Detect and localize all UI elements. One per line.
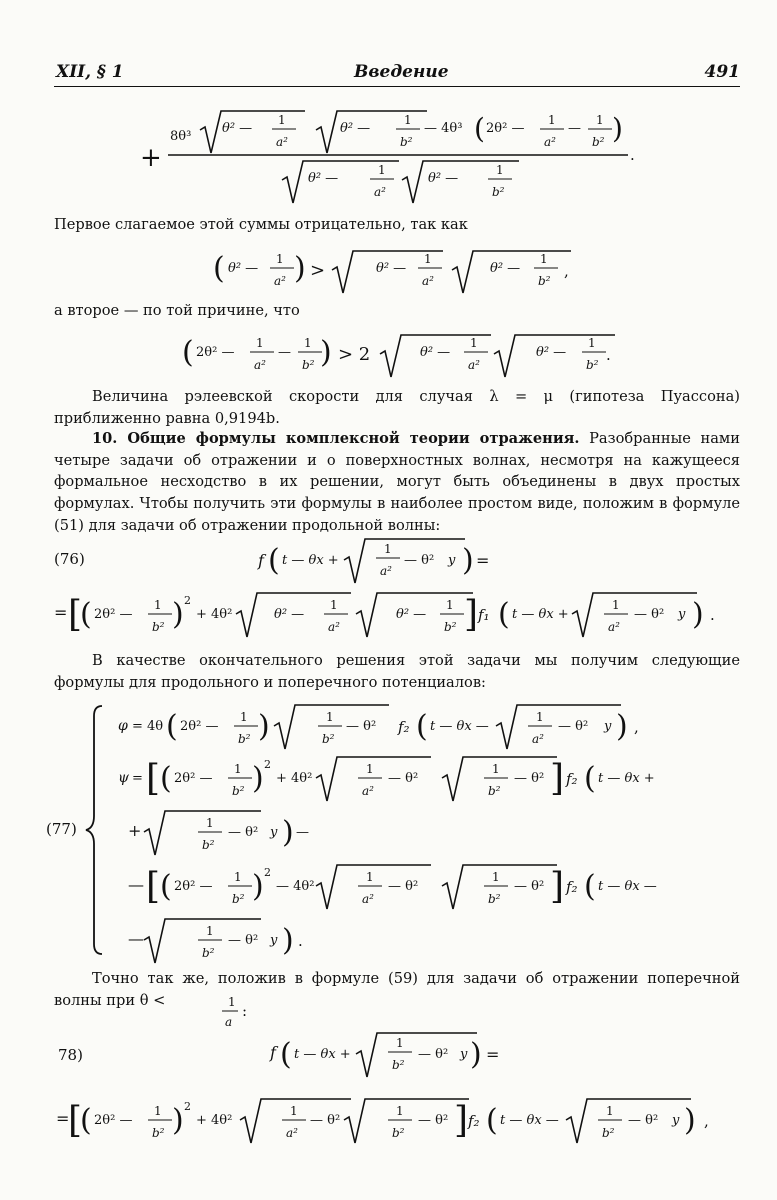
svg-text:2θ² —: 2θ² — — [174, 771, 213, 786]
svg-text:1: 1 — [470, 336, 478, 350]
svg-text:]: ] — [464, 594, 479, 635]
svg-text:,: , — [564, 262, 569, 280]
svg-text:.: . — [606, 346, 611, 364]
svg-text:.: . — [710, 606, 715, 624]
svg-text:θ² —: θ² — — [308, 171, 339, 186]
svg-text:a²: a² — [328, 620, 340, 634]
svg-text:(: ( — [80, 1103, 92, 1138]
svg-text:b²: b² — [302, 358, 315, 372]
svg-text:]: ] — [550, 758, 565, 799]
svg-text:): ) — [172, 1103, 184, 1138]
section-body: Разобранные нами четыре задачи об отражении и о поверхностных волнах, несмотря на кажущееся формальное несходство в их решении, могут быть объединены в двух простых формулах. Чтобы получить эти формулы в наиболее простом виде, положим в формуле (51) для задачи об отражении продольной волны: — [54, 430, 740, 534]
svg-text:b²: b² — [492, 185, 505, 199]
svg-text:y: y — [672, 1113, 680, 1128]
svg-text:b²: b² — [232, 892, 245, 906]
svg-text:f₂: f₂ — [566, 770, 578, 788]
svg-text:.: . — [630, 146, 635, 164]
formula-sum-continuation — [140, 111, 635, 203]
svg-text:a²: a² — [286, 1126, 298, 1140]
svg-text:> 2: > 2 — [338, 344, 371, 365]
svg-text:1: 1 — [154, 598, 162, 612]
equation-number-76: (76) — [54, 550, 85, 568]
svg-text:=: = — [476, 551, 490, 570]
svg-text:1: 1 — [384, 542, 392, 556]
svg-text:1: 1 — [596, 113, 604, 127]
svg-text:(: ( — [166, 709, 178, 744]
svg-text:θ² —: θ² — — [340, 121, 371, 136]
formula-inequality-2 — [182, 335, 615, 377]
svg-text:t — θx —: t — θx — — [430, 719, 489, 734]
svg-text:b²: b² — [152, 1126, 165, 1140]
formula-78 — [56, 1033, 709, 1143]
svg-text:θ² —: θ² — — [274, 607, 305, 622]
svg-text:): ) — [462, 543, 474, 578]
svg-text:— θ²: — θ² — [634, 607, 665, 622]
svg-text:+: + — [128, 821, 142, 840]
svg-text:1: 1 — [540, 252, 548, 266]
svg-text:b²: b² — [592, 135, 605, 149]
svg-text:b²: b² — [488, 892, 501, 906]
svg-text:θ² —: θ² — — [396, 607, 427, 622]
svg-text:f₂: f₂ — [566, 878, 578, 896]
svg-text:a²: a² — [276, 135, 288, 149]
svg-text:): ) — [684, 1103, 696, 1138]
svg-text:1: 1 — [154, 1104, 162, 1118]
svg-text:(: ( — [268, 543, 280, 578]
svg-text:=: = — [56, 1109, 70, 1128]
svg-text:y: y — [460, 1047, 468, 1062]
svg-text:.: . — [298, 932, 303, 950]
svg-text:(: ( — [416, 709, 428, 744]
svg-text:— θ²: — θ² — [558, 719, 589, 734]
svg-text:— θ²: — θ² — [388, 879, 419, 894]
svg-text:1: 1 — [276, 252, 284, 266]
svg-text:=: = — [486, 1045, 500, 1064]
svg-text:y: y — [448, 553, 456, 568]
svg-text:2: 2 — [184, 594, 191, 607]
svg-text:b²: b² — [538, 274, 551, 288]
svg-text:— θ²: — θ² — [514, 879, 545, 894]
svg-text:b²: b² — [444, 620, 457, 634]
svg-text:θ² —: θ² — — [228, 261, 259, 276]
svg-text:1: 1 — [496, 163, 504, 177]
svg-text:): ) — [172, 597, 184, 632]
svg-text:=: = — [132, 771, 143, 786]
svg-text:2θ² —: 2θ² — — [94, 607, 133, 622]
svg-text:1: 1 — [330, 598, 338, 612]
svg-text:t — θx +: t — θx + — [512, 607, 569, 622]
svg-text:b²: b² — [238, 732, 251, 746]
svg-text:a²: a² — [468, 358, 480, 372]
svg-text:— θ²: — θ² — [310, 1113, 341, 1128]
svg-text:f₁: f₁ — [478, 606, 490, 624]
svg-text:a²: a² — [544, 135, 556, 149]
formula-inequality-1 — [213, 251, 571, 293]
svg-text:y: y — [678, 607, 686, 622]
svg-text:1: 1 — [326, 710, 334, 724]
svg-text:1: 1 — [588, 336, 596, 350]
svg-text:b²: b² — [488, 784, 501, 798]
svg-text:+ 4θ²: + 4θ² — [196, 607, 233, 622]
svg-text:a²: a² — [374, 185, 386, 199]
svg-text:b²: b² — [586, 358, 599, 372]
svg-text:—: — — [296, 825, 309, 840]
svg-text:a²: a² — [254, 358, 266, 372]
equation-number-77: (77) — [46, 820, 77, 838]
svg-text:—: — — [278, 345, 291, 360]
svg-text:— θ²: — θ² — [404, 553, 435, 568]
svg-text:1: 1 — [612, 598, 620, 612]
svg-text:b²: b² — [202, 838, 215, 852]
svg-text:b²: b² — [232, 784, 245, 798]
svg-text:— θ²: — θ² — [388, 771, 419, 786]
svg-text:1: 1 — [492, 762, 500, 776]
svg-text:θ² —: θ² — — [222, 121, 253, 136]
svg-text:— θ²: — θ² — [514, 771, 545, 786]
svg-text:θ² —: θ² — — [536, 345, 567, 360]
svg-text:+ 4θ²: + 4θ² — [196, 1113, 233, 1128]
svg-text:b²: b² — [202, 946, 215, 960]
svg-text:1: 1 — [492, 870, 500, 884]
svg-text:ψ: ψ — [118, 770, 129, 786]
svg-text:2θ² —: 2θ² — — [94, 1113, 133, 1128]
svg-text:b²: b² — [400, 135, 413, 149]
chapter-title: Введение — [354, 62, 449, 82]
svg-text:— θ²: — θ² — [418, 1113, 449, 1128]
svg-text:—: — — [128, 875, 144, 894]
svg-text:): ) — [320, 335, 332, 370]
svg-text:2θ² —: 2θ² — — [180, 719, 219, 734]
svg-text:1: 1 — [366, 870, 374, 884]
svg-text:2θ² —: 2θ² — — [196, 345, 235, 360]
svg-text:1: 1 — [234, 762, 242, 776]
svg-text:1: 1 — [256, 336, 264, 350]
svg-text:(: ( — [486, 1103, 498, 1138]
svg-text:2: 2 — [264, 866, 271, 879]
svg-text:[: [ — [146, 758, 161, 799]
svg-text:a²: a² — [608, 620, 620, 634]
svg-text:): ) — [470, 1037, 482, 1072]
svg-text:y: y — [270, 825, 278, 840]
paragraph-final-solution: В качестве окончательного решения этой задачи мы получим следующие формулы для продольного и поперечного потенциалов: — [54, 652, 740, 691]
svg-text:b²: b² — [602, 1126, 615, 1140]
svg-text:1: 1 — [278, 113, 286, 127]
svg-text:(: ( — [474, 112, 485, 145]
svg-text:1: 1 — [228, 995, 236, 1009]
equation-number-78: 78) — [58, 1046, 83, 1064]
svg-text:): ) — [294, 251, 306, 286]
paragraph-transverse-wave: Точно так же, положив в формуле (59) для задачи об отражении поперечной волны при θ < — [54, 970, 740, 1009]
svg-text:— θ²: — θ² — [228, 933, 259, 948]
svg-text:1: 1 — [446, 598, 454, 612]
svg-text:b²: b² — [392, 1058, 405, 1072]
svg-text:1: 1 — [606, 1104, 614, 1118]
svg-text:[: [ — [68, 1100, 83, 1141]
svg-text:1: 1 — [206, 924, 214, 938]
svg-text:1: 1 — [404, 113, 412, 127]
svg-text:a: a — [225, 1015, 233, 1029]
svg-text:[: [ — [68, 594, 83, 635]
svg-text:t — θx +: t — θx + — [282, 553, 339, 568]
svg-text:t — θx +: t — θx + — [598, 771, 655, 786]
svg-text:1: 1 — [396, 1104, 404, 1118]
svg-text:t — θx —: t — θx — — [500, 1113, 559, 1128]
svg-text:1: 1 — [304, 336, 312, 350]
svg-text:[: [ — [146, 866, 161, 907]
svg-text:2θ² —: 2θ² — — [174, 879, 213, 894]
svg-text:a²: a² — [362, 892, 374, 906]
svg-text:+ 4θ²: + 4θ² — [276, 771, 313, 786]
svg-text:f: f — [258, 551, 264, 570]
svg-text:t — θx +: t — θx + — [294, 1047, 351, 1062]
svg-text:): ) — [692, 597, 704, 632]
svg-text:t — θx —: t — θx — — [598, 879, 657, 894]
svg-text:θ² —: θ² — — [490, 261, 521, 276]
svg-text:f₂: f₂ — [398, 718, 410, 736]
svg-text:f: f — [270, 1043, 276, 1062]
svg-text:a²: a² — [274, 274, 286, 288]
svg-text:b²: b² — [392, 1126, 405, 1140]
paragraph-second-term: а второе — по той причине, что — [54, 302, 300, 319]
svg-text:(: ( — [80, 597, 92, 632]
svg-text:b²: b² — [152, 620, 165, 634]
svg-text:1: 1 — [378, 163, 386, 177]
svg-text:— θ²: — θ² — [628, 1113, 659, 1128]
svg-text:(: ( — [213, 251, 225, 286]
svg-text:a²: a² — [380, 564, 392, 578]
svg-text:θ² —: θ² — — [428, 171, 459, 186]
svg-text:θ² —: θ² — — [376, 261, 407, 276]
svg-text:(: ( — [498, 597, 510, 632]
svg-text:y: y — [604, 719, 612, 734]
svg-text:(: ( — [584, 761, 596, 796]
svg-text:2: 2 — [264, 758, 271, 771]
svg-text:= 4θ: = 4θ — [132, 719, 164, 734]
formula-76 — [54, 539, 715, 637]
svg-text:— θ²: — θ² — [228, 825, 259, 840]
svg-text:1: 1 — [548, 113, 556, 127]
svg-text:): ) — [252, 761, 264, 796]
svg-text:(: ( — [160, 869, 172, 904]
svg-text:(: ( — [160, 761, 172, 796]
svg-text:): ) — [252, 869, 264, 904]
svg-text:1: 1 — [234, 870, 242, 884]
svg-text:— 4θ³: — 4θ³ — [424, 121, 463, 136]
svg-text:1: 1 — [206, 816, 214, 830]
svg-text:8θ³: 8θ³ — [170, 129, 192, 144]
formula-77-system — [86, 705, 657, 963]
paragraph-section-10 — [54, 428, 740, 537]
svg-text:(: ( — [182, 335, 194, 370]
paragraph-first-term: Первое слагаемое этой суммы отрицательно, так как — [54, 216, 468, 233]
svg-text:]: ] — [550, 866, 565, 907]
svg-text:): ) — [282, 923, 294, 958]
svg-text:—: — — [128, 929, 144, 948]
svg-text:=: = — [54, 603, 68, 622]
svg-text:1: 1 — [536, 710, 544, 724]
svg-text:θ² —: θ² — — [420, 345, 451, 360]
svg-text:1: 1 — [290, 1104, 298, 1118]
svg-text:): ) — [282, 815, 294, 850]
section-label: XII, § 1 — [56, 62, 124, 82]
svg-text:(: ( — [280, 1037, 292, 1072]
svg-text:): ) — [616, 709, 628, 744]
page-number: 491 — [704, 62, 740, 82]
svg-text:a²: a² — [532, 732, 544, 746]
svg-text:): ) — [258, 709, 270, 744]
svg-text:—: — — [568, 121, 581, 136]
svg-text:]: ] — [454, 1100, 469, 1141]
svg-text:+: + — [140, 143, 162, 173]
svg-text:y: y — [270, 933, 278, 948]
svg-text:— θ²: — θ² — [418, 1047, 449, 1062]
svg-text:— 4θ²: — 4θ² — [276, 879, 315, 894]
svg-text:,: , — [704, 1112, 709, 1130]
paragraph-rayleigh-velocity: Величина рэлеевской скорости для случая λ = μ (гипотеза Пуассона) приближенно равна 0,9194b. — [54, 388, 740, 427]
svg-text:a²: a² — [362, 784, 374, 798]
svg-text::: : — [242, 1002, 248, 1020]
svg-text:2: 2 — [184, 1100, 191, 1113]
svg-text:— θ²: — θ² — [346, 719, 377, 734]
svg-text:1: 1 — [424, 252, 432, 266]
svg-text:): ) — [612, 112, 623, 145]
svg-text:1: 1 — [240, 710, 248, 724]
svg-text:b²: b² — [322, 732, 335, 746]
svg-text:f₂: f₂ — [468, 1112, 480, 1130]
section-heading: 10. Общие формулы комплексной теории отражения. — [92, 430, 580, 447]
svg-text:,: , — [634, 718, 639, 736]
svg-text:>: > — [310, 260, 326, 281]
svg-text:1: 1 — [366, 762, 374, 776]
svg-text:a²: a² — [422, 274, 434, 288]
svg-text:φ: φ — [118, 718, 128, 734]
svg-text:(: ( — [584, 869, 596, 904]
svg-text:1: 1 — [396, 1036, 404, 1050]
svg-text:2θ² —: 2θ² — — [486, 121, 525, 136]
